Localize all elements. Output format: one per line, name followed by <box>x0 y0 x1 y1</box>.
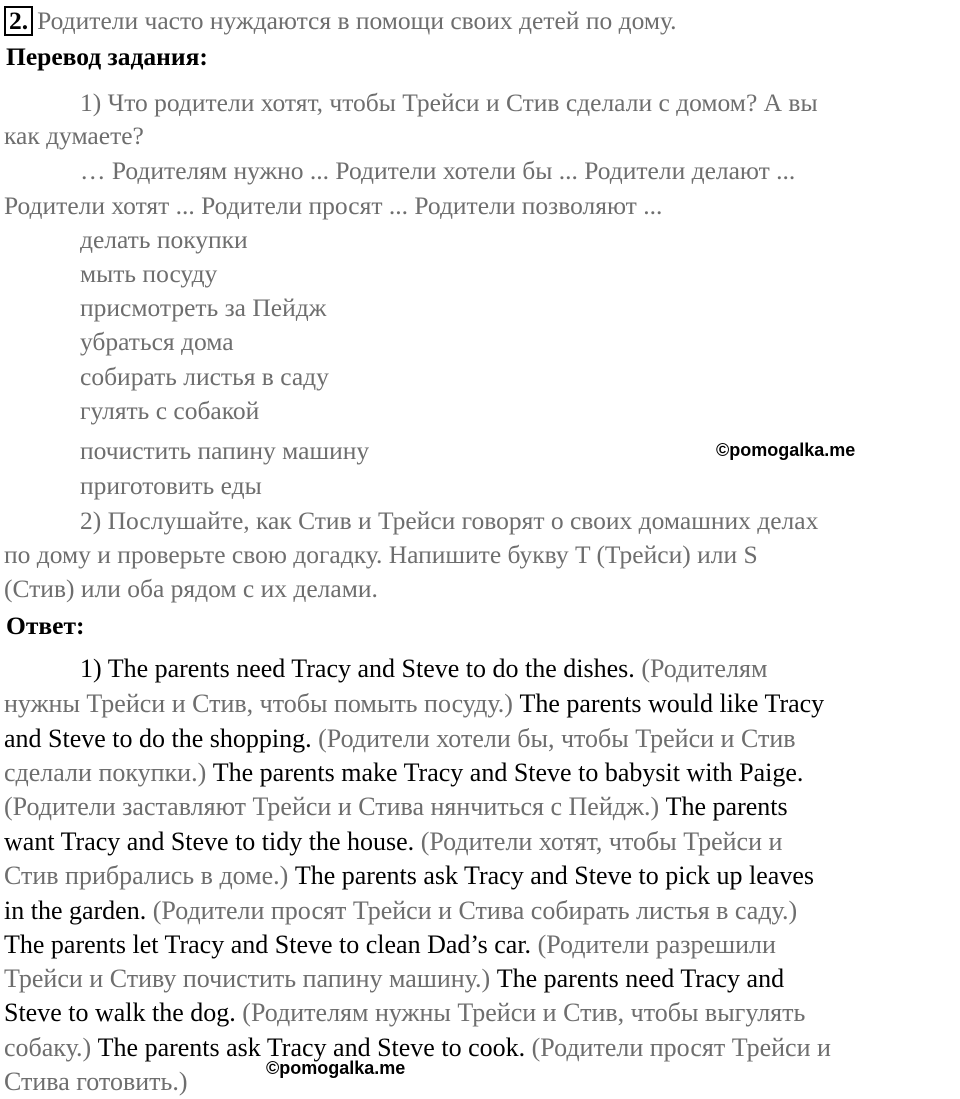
answer-line: нужны Трейси и Стив, чтобы помыть посуду.) The parents would like Tracy <box>4 689 825 718</box>
watermark: ©pomogalka.me <box>716 440 856 460</box>
chore-item: собирать листья в саду <box>80 362 329 391</box>
task-title: Родители часто нуждаются в помощи своих детей по дому. <box>37 6 677 35</box>
chore-item: почистить папину машину <box>80 436 370 465</box>
answer-line: 1) The parents need Tracy and Steve to do the dishes. (Родителям <box>80 654 768 683</box>
question-2-line-2: по дому и проверьте свою догадку. Напишите букву T (Трейси) или S <box>4 540 758 569</box>
chore-item: убраться дома <box>80 327 234 356</box>
chore-item: гулять с собакой <box>80 396 260 425</box>
prompts-line-2: Родители хотят ... Родители просят ... Родители позволяют ... <box>4 191 663 220</box>
chore-item: мыть посуду <box>80 259 218 288</box>
prompts-line-1: … Родителям нужно ... Родители хотели бы ... Родители делают ... <box>80 156 796 185</box>
answer-line: in the garden. (Родители просят Трейси и Стива собирать листья в саду.) <box>4 896 798 925</box>
question-1-line-2: как думаете? <box>4 121 144 150</box>
answer-heading: Ответ: <box>6 611 85 640</box>
answer-line: Steve to walk the dog. (Родителям нужны Трейси и Стив, чтобы выгулять <box>4 998 806 1027</box>
answer-line: собаку.) The parents ask Tracy and Steve to cook. (Родители просят Трейси и <box>4 1033 831 1062</box>
answer-line: (Родители заставляют Трейси и Стива нянчиться с Пейдж.) The parents <box>4 792 788 821</box>
question-2-line-3: (Стив) или оба рядом с их делами. <box>4 574 378 603</box>
chore-item: делать покупки <box>80 225 248 254</box>
watermark: ©pomogalka.me <box>266 1058 406 1078</box>
translation-heading: Перевод задания: <box>6 42 208 71</box>
answer-line: Стива готовить.) <box>4 1067 188 1096</box>
chore-item: присмотреть за Пейдж <box>80 293 327 322</box>
chore-item: приготовить еды <box>80 471 262 500</box>
task-title-line <box>4 4 677 38</box>
task-number: 2. <box>4 6 33 36</box>
question-2-line-1: 2) Послушайте, как Стив и Трейси говорят о своих домашних делах <box>80 506 819 535</box>
answer-line: and Steve to do the shopping. (Родители хотели бы, чтобы Трейси и Стив <box>4 724 796 753</box>
question-1-line-1: 1) Что родители хотят, чтобы Трейси и Стив сделали с домом? А вы <box>80 88 818 117</box>
answer-line: The parents let Tracy and Steve to clean Dad’s car. (Родители разрешили <box>4 930 776 959</box>
answer-line: сделали покупки.) The parents make Tracy and Steve to babysit with Paige. <box>4 758 804 787</box>
answer-line: Трейси и Стиву почистить папину машину.) The parents need Tracy and <box>4 964 785 993</box>
answer-line: want Tracy and Steve to tidy the house. (Родители хотят, чтобы Трейси и <box>4 827 783 856</box>
answer-line: Стив прибрались в доме.) The parents ask Tracy and Steve to pick up leaves <box>4 861 814 890</box>
